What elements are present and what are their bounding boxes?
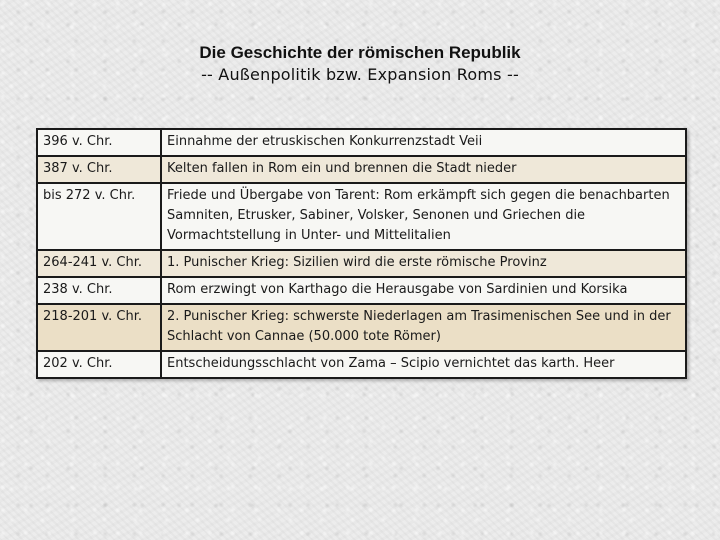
table-row <box>37 277 686 304</box>
event-cell: Kelten fallen in Rom ein und brennen die Stadt nieder <box>161 156 686 183</box>
table-row <box>37 156 686 183</box>
event-cell: Friede und Übergabe von Tarent: Rom erkämpft sich gegen die benachbarten Samniten, Etrusker, Sabiner, Volsker, Senonen und Griechen die Vormachtstellung in Unter- und Mittelitalien <box>161 183 686 250</box>
date-cell: 238 v. Chr. <box>37 277 161 304</box>
date-cell: bis 272 v. Chr. <box>37 183 161 250</box>
event-cell: 2. Punischer Krieg: schwerste Niederlagen am Trasimenischen See und in der Schlacht von Cannae (50.000 tote Römer) <box>161 304 686 351</box>
date-cell: 202 v. Chr. <box>37 351 161 378</box>
date-cell: 218-201 v. Chr. <box>37 304 161 351</box>
event-cell: 1. Punischer Krieg: Sizilien wird die erste römische Provinz <box>161 250 686 277</box>
date-cell: 387 v. Chr. <box>37 156 161 183</box>
date-cell: 396 v. Chr. <box>37 129 161 156</box>
table-row <box>37 129 686 156</box>
slide-subtitle: -- Außenpolitik bzw. Expansion Roms -- <box>201 65 519 84</box>
timeline-table <box>36 128 687 379</box>
event-cell: Entscheidungsschlacht von Zama – Scipio vernichtet das karth. Heer <box>161 351 686 378</box>
date-cell: 264-241 v. Chr. <box>37 250 161 277</box>
table-row <box>37 304 686 351</box>
event-cell: Rom erzwingt von Karthago die Herausgabe von Sardinien und Korsika <box>161 277 686 304</box>
event-cell: Einnahme der etruskischen Konkurrenzstadt Veii <box>161 129 686 156</box>
table-row <box>37 351 686 378</box>
slide-header <box>0 42 720 86</box>
slide-title: Die Geschichte der römischen Republik <box>199 43 521 62</box>
table-row <box>37 250 686 277</box>
table-row <box>37 183 686 250</box>
